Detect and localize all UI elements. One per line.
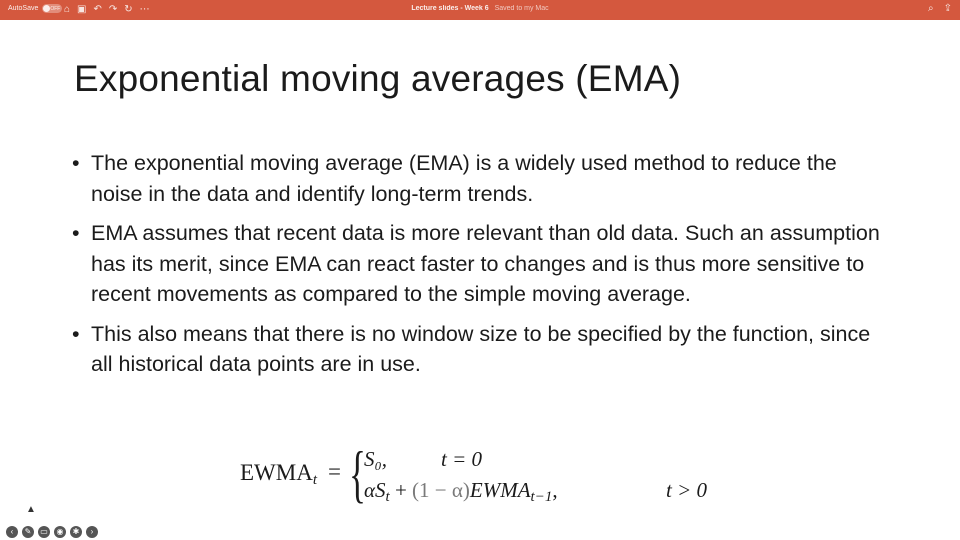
autosave-label: AutoSave: [8, 5, 39, 12]
bullet-dot-icon: •: [72, 321, 80, 346]
case2-term-a: αS: [364, 478, 386, 502]
equation-lhs-subscript: t: [312, 472, 317, 488]
search-icon[interactable]: ⌕: [928, 3, 934, 14]
equals-sign: =: [328, 459, 341, 484]
case2-term-c: (1 − α): [412, 478, 470, 502]
pen-icon[interactable]: ✎: [22, 526, 34, 538]
case2-sub-d: t−1: [530, 489, 553, 505]
laser-icon[interactable]: ✱: [70, 526, 82, 538]
doc-name: Lecture slides - Week 6: [411, 5, 489, 12]
case2-sub-a: t: [385, 489, 390, 505]
case2-condition-text: t > 0: [666, 478, 708, 502]
equation-lhs-name: EWMA: [240, 460, 313, 485]
presenter-toolbar: [6, 526, 98, 538]
case1-value: [364, 447, 387, 472]
equation-lhs: [240, 460, 317, 489]
bullet-item: [72, 319, 892, 380]
bullet-list: [72, 148, 892, 389]
undo-icon[interactable]: ↶: [93, 4, 102, 15]
camera-icon[interactable]: ◉: [54, 526, 66, 538]
more-icon[interactable]: ⋯: [139, 4, 150, 15]
window-title-bar: [0, 0, 960, 20]
case2-value: [364, 478, 558, 506]
bullet-text: The exponential moving average (EMA) is a widely used method to reduce the noise in the data and identify long-term trends.: [91, 151, 837, 206]
case1-condition-text: t = 0: [441, 447, 483, 471]
slide-title: Exponential moving averages (EMA): [74, 58, 682, 99]
titlebar-right-tools: [928, 3, 952, 14]
autosave-state: OFF: [50, 5, 61, 12]
bullet-item: [72, 218, 892, 310]
bullet-text: This also means that there is no window size to be specified by the function, since all historical data points are in use.: [91, 321, 871, 376]
refresh-icon[interactable]: ↻: [124, 4, 133, 15]
left-brace-icon: {: [349, 438, 366, 509]
bullet-text: EMA assumes that recent data is more relevant than old data. Such an assumption has its merit, since EMA can react faster to changes and is thus more sensitive to recent movements as compared to the simple moving average.: [91, 221, 880, 306]
save-icon[interactable]: ▣: [77, 4, 87, 15]
mouse-cursor-icon: ▲: [26, 504, 36, 515]
case1-value-text: S₀,: [364, 447, 388, 471]
case2-comma: ,: [552, 478, 558, 502]
next-icon[interactable]: ›: [86, 526, 98, 538]
subtitles-icon[interactable]: ▭: [38, 526, 50, 538]
case2-term-d: EWMA: [469, 478, 531, 502]
bullet-dot-icon: •: [72, 151, 80, 175]
case1-condition: [441, 447, 482, 472]
document-title: [0, 5, 960, 12]
home-icon[interactable]: ⌂: [64, 4, 71, 15]
bullet-item: [72, 148, 892, 209]
save-status: Saved to my Mac: [494, 5, 549, 12]
share-icon[interactable]: ⇪: [943, 3, 952, 14]
case2-plus: +: [389, 478, 413, 502]
bullet-dot-icon: •: [72, 221, 80, 245]
previous-icon[interactable]: ‹: [6, 526, 18, 538]
case2-condition: [666, 478, 707, 503]
redo-icon[interactable]: ↷: [108, 4, 118, 15]
ewma-equation: [240, 438, 740, 515]
